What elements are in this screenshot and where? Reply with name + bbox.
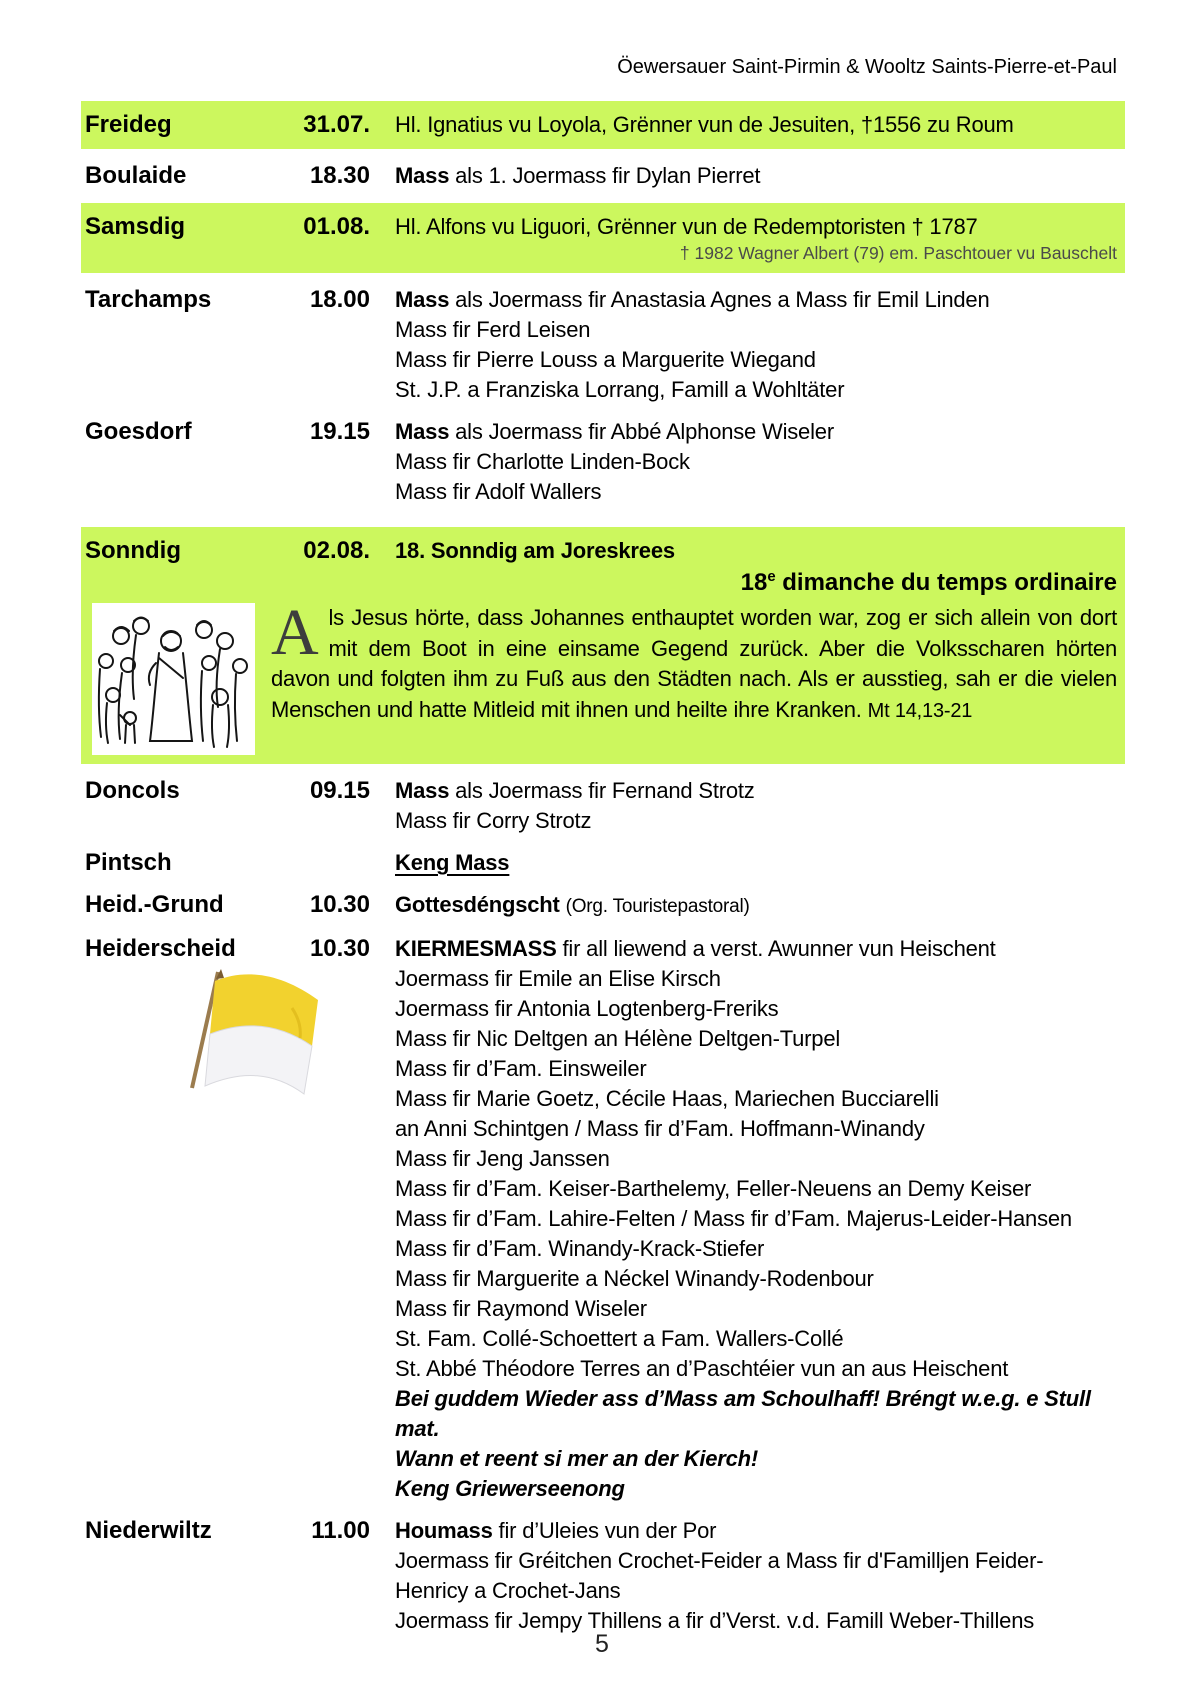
gospel-block <box>81 596 1125 755</box>
schedule-row-grid <box>81 1516 1125 1636</box>
time-label: 11.00 <box>311 1517 370 1544</box>
mass-line: Mass fir d’Fam. Keiser-Barthelemy, Feller-Neuens an Demy Keiser <box>395 1176 1032 1201</box>
mass-line: St. Fam. Collé-Schoettert a Fam. Wallers-Collé <box>395 1326 844 1351</box>
jesus-crowd-illustration <box>92 603 255 755</box>
mass-description <box>395 417 1125 507</box>
mass-line: KIERMESMASS fir all liewend a verst. Awunner vun Heischent <box>395 936 996 961</box>
day-label: Niederwiltz <box>85 1517 212 1544</box>
day-label: Freideg <box>85 111 172 138</box>
day-label: Goesdorf <box>85 418 192 445</box>
mass-line: Wann et reent si mer an der Kierch! <box>395 1446 759 1471</box>
schedule-row <box>81 285 1125 405</box>
mass-line: Mass fir Marguerite a Néckel Winandy-Rodenbour <box>395 1266 874 1291</box>
schedule-row-grid <box>81 212 1125 242</box>
mass-line: Joermass fir Emile an Elise Kirsch <box>395 966 721 991</box>
time-label: 10.30 <box>309 935 370 962</box>
schedule-row <box>81 1516 1125 1636</box>
mass-line: Joermass fir Jempy Thillens a fir d’Verst. v.d. Famill Weber-Thillens <box>395 1608 1035 1633</box>
gospel-dropcap: A <box>271 596 319 669</box>
mass-line: Joermass fir Gréitchen Crochet-Feider a Mass fir d'Familljen Feider- <box>395 1548 1044 1573</box>
schedule-row <box>81 848 1125 878</box>
mass-description <box>395 212 1125 242</box>
mass-line: Henricy a Crochet-Jans <box>395 1578 621 1603</box>
mass-description <box>395 848 1125 878</box>
mass-line: Mass fir Nic Deltgen an Hélène Deltgen-Turpel <box>395 1026 841 1051</box>
sunday-title: 18. Sonndig am Joreskrees <box>395 538 675 563</box>
french-subtitle <box>81 566 1125 599</box>
mass-line: an Anni Schintgen / Mass fir d’Fam. Hoffmann-Winandy <box>395 1116 925 1141</box>
schedule-row <box>81 161 1125 191</box>
day-label: Sonndig <box>85 537 181 564</box>
mass-line: Mass fir d’Fam. Einsweiler <box>395 1056 647 1081</box>
day-label: Doncols <box>85 777 180 804</box>
mass-description <box>395 285 1125 405</box>
schedule-top-section <box>81 101 1125 507</box>
mass-line: Mass fir d’Fam. Winandy-Krack-Stiefer <box>395 1236 765 1261</box>
french-subtitle-number: 18 <box>740 569 768 596</box>
day-label: Tarchamps <box>85 286 212 313</box>
french-subtitle-text: dimanche du temps ordinaire <box>775 569 1117 596</box>
time-label: 09.15 <box>309 777 370 804</box>
day-label: Boulaide <box>85 162 187 189</box>
sunday-header-row <box>81 536 1125 566</box>
mass-line: Mass fir Jeng Janssen <box>395 1146 610 1171</box>
yellow-white-flag-image <box>142 948 337 1143</box>
french-subtitle-sup: e <box>767 569 776 585</box>
page-number: 5 <box>595 1630 609 1658</box>
mass-line: Keng Griewerseenong <box>395 1476 625 1501</box>
mass-line: Bei guddem Wieder ass d’Mass am Schoulhaff! Bréngt w.e.g. e Stull mat. <box>395 1386 1091 1441</box>
mass-description <box>395 890 1125 922</box>
time-label <box>280 848 370 878</box>
day-label: Heiderscheid <box>85 935 236 962</box>
mass-line: Mass fir Corry Strotz <box>395 808 592 833</box>
mass-line: St. Abbé Théodore Terres an d’Paschtéier vun an aus Heischent <box>395 1356 1009 1381</box>
schedule-row-grid <box>81 776 1125 836</box>
gospel-reference: Mt 14,13-21 <box>867 699 973 722</box>
time-label: 18.30 <box>309 162 370 189</box>
schedule-row-grid <box>81 161 1125 191</box>
mass-line: Mass als Joermass fir Fernand Strotz <box>395 778 755 803</box>
schedule-row <box>81 417 1125 507</box>
day-label: Samsdig <box>85 213 186 240</box>
time-label: 10.30 <box>309 891 370 918</box>
time-label: 18.00 <box>309 286 370 313</box>
mass-line: Mass fir Marie Goetz, Cécile Haas, Mariechen Bucciarelli <box>395 1086 939 1111</box>
gospel-text <box>271 596 1125 726</box>
mass-line: Mass als Joermass fir Anastasia Agnes a Mass fir Emil Linden <box>395 287 990 312</box>
obituary-note: † 1982 Wagner Albert (79) em. Paschtouer vu Bauschelt <box>679 243 1117 263</box>
mass-line: Mass fir Pierre Louss a Marguerite Wiegand <box>395 347 816 372</box>
schedule-row-grid <box>81 110 1125 140</box>
mass-description <box>395 776 1125 836</box>
sunday-highlight-section <box>81 527 1125 764</box>
mass-line: Mass fir Adolf Wallers <box>395 479 602 504</box>
mass-line: Gottesdéngscht (Org. Touristepastoral) <box>395 892 750 917</box>
mass-line: St. J.P. a Franziska Lorrang, Famill a Wohltäter <box>395 377 845 402</box>
time-label: 31.07. <box>303 111 370 138</box>
time-label: 01.08. <box>303 213 370 240</box>
mass-line: Hl. Alfons vu Liguori, Grënner vun de Redemptoristen † 1787 <box>395 214 978 239</box>
date-label: 02.08. <box>303 537 370 564</box>
schedule-row-grid <box>81 890 1125 922</box>
mass-description <box>395 1516 1125 1636</box>
mass-description <box>395 110 1125 140</box>
mass-description <box>395 161 1125 191</box>
schedule-bottom-section <box>81 776 1125 1636</box>
page-header-title: Öewersauer Saint-Pirmin & Wooltz Saints-Pierre-et-Paul <box>617 56 1117 78</box>
mass-line: Mass als Joermass fir Abbé Alphonse Wiseler <box>395 419 834 444</box>
gospel-body: ls Jesus hörte, dass Johannes enthauptet worden war, zog er sich allein von dort mit dem Boot in eine einsame Gegend zurück. Aber die Volksscharen hörten davon und folgten ihm zu Fuß aus den Städten nach. Als er ausstieg, sah er die vielen Menschen und hatte Mitleid mit ihnen und heilte ihre Kranken. <box>271 605 1117 722</box>
mass-line: Mass fir Ferd Leisen <box>395 317 591 342</box>
highlight-row <box>81 101 1125 149</box>
mass-line: Mass als 1. Joermass fir Dylan Pierret <box>395 163 761 188</box>
mass-line: Hl. Ignatius vu Loyola, Grënner vun de Jesuiten, †1556 zu Roum <box>395 112 1014 137</box>
time-label: 19.15 <box>309 418 370 445</box>
day-label: Heid.-Grund <box>85 891 224 918</box>
mass-line: Houmass fir d’Uleies vun der Por <box>395 1518 717 1543</box>
mass-line: Joermass fir Antonia Logtenberg-Freriks <box>395 996 779 1021</box>
schedule-row-grid <box>81 848 1125 878</box>
schedule-row <box>81 890 1125 922</box>
mass-line: Keng Mass <box>395 850 510 875</box>
mass-line: Mass fir d’Fam. Lahire-Felten / Mass fir d’Fam. Majerus-Leider-Hansen <box>395 1206 1072 1231</box>
schedule-row-grid <box>81 417 1125 507</box>
schedule-row-grid <box>81 285 1125 405</box>
mass-line: Mass fir Charlotte Linden-Bock <box>395 449 690 474</box>
mass-line: Mass fir Raymond Wiseler <box>395 1296 647 1321</box>
mass-description <box>395 934 1125 1504</box>
day-label: Pintsch <box>85 849 172 876</box>
highlight-row <box>81 203 1125 273</box>
schedule-row <box>81 776 1125 836</box>
